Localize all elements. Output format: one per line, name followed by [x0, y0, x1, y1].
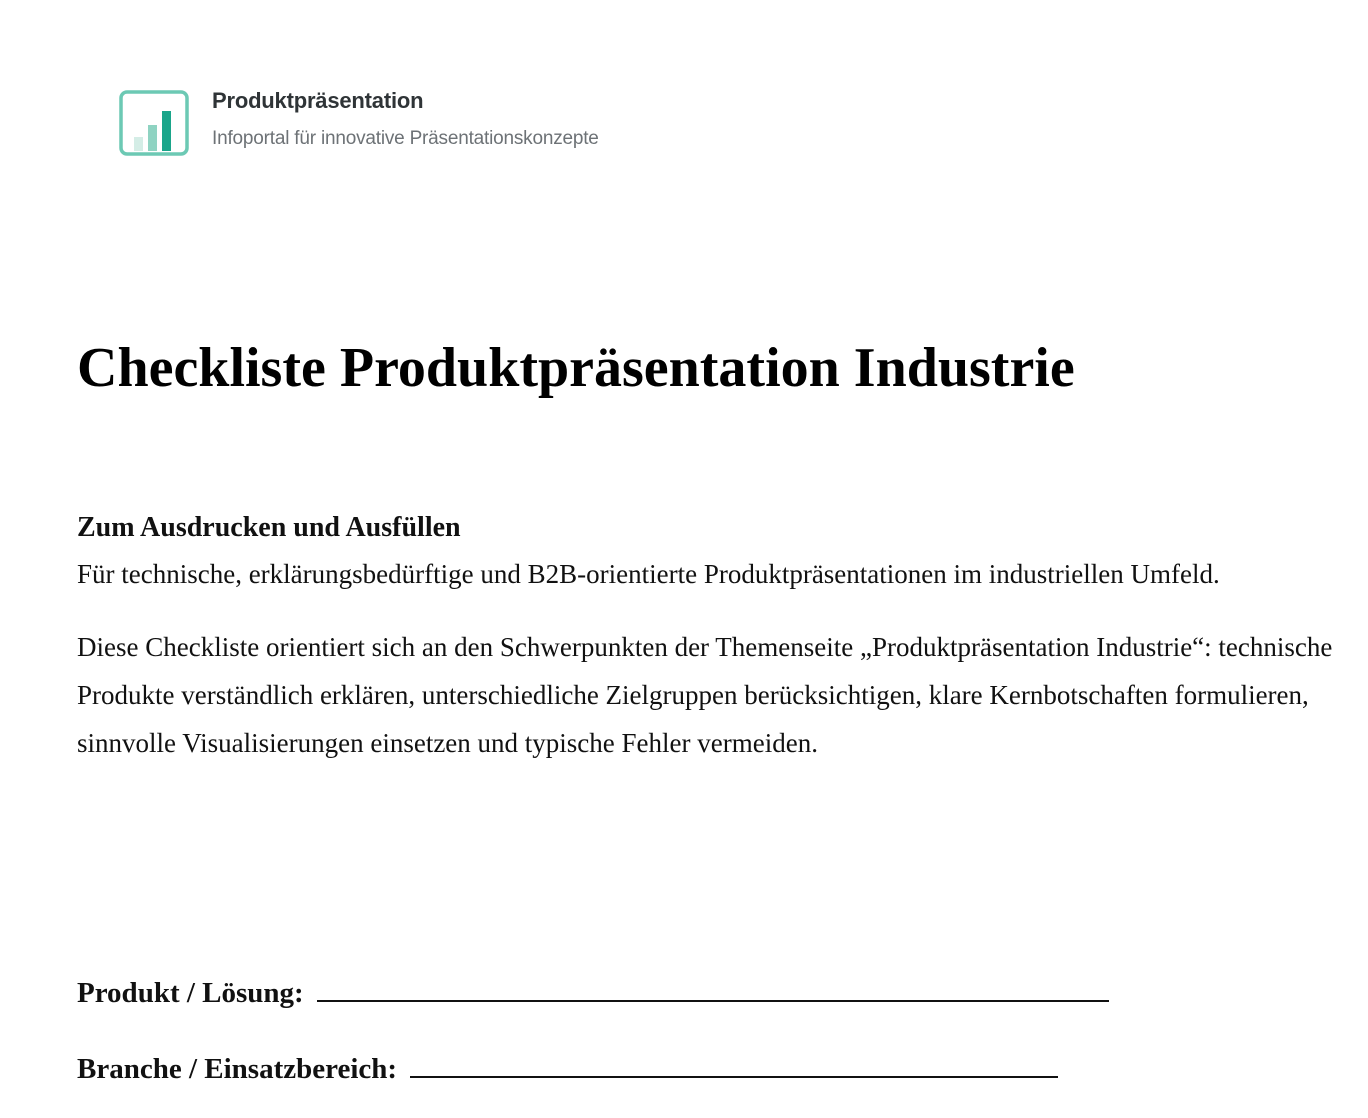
intro-paragraph: Für technische, erklärungsbedürftige und B2B-orientierte Produktpräsentationen im industriellen Umfeld. — [77, 559, 1220, 589]
document-title: Checkliste Produktpräsentation Industrie — [77, 337, 1075, 399]
product-field-line[interactable] — [317, 974, 1109, 1002]
brand-name: Produktpräsentation — [212, 88, 424, 113]
industry-field-label: Branche / Einsatzbereich: — [77, 1053, 398, 1085]
industry-field-line[interactable] — [410, 1050, 1058, 1078]
bar-chart-logo-icon — [118, 89, 190, 157]
product-field-label: Produkt / Lösung: — [77, 977, 304, 1009]
document-subtitle: Zum Ausdrucken und Ausfüllen — [77, 512, 461, 543]
brand-header — [118, 84, 599, 157]
description-paragraph: Diese Checkliste orientiert sich an den Schwerpunkten der Themenseite „Produktpräsentation Industrie“: technische Produkte verständlich erklären, unterschiedliche Zielgruppen berücksichtigen, klare Kernbotschaften formulieren, sinnvolle Visualisierungen einsetzen und typische Fehler vermeiden. — [77, 632, 1333, 758]
intro-section — [77, 506, 1352, 767]
brand-tagline: Infoportal für innovative Präsentationskonzepte — [212, 128, 599, 149]
industry-field[interactable] — [77, 1049, 1058, 1089]
product-field[interactable] — [77, 973, 1109, 1013]
